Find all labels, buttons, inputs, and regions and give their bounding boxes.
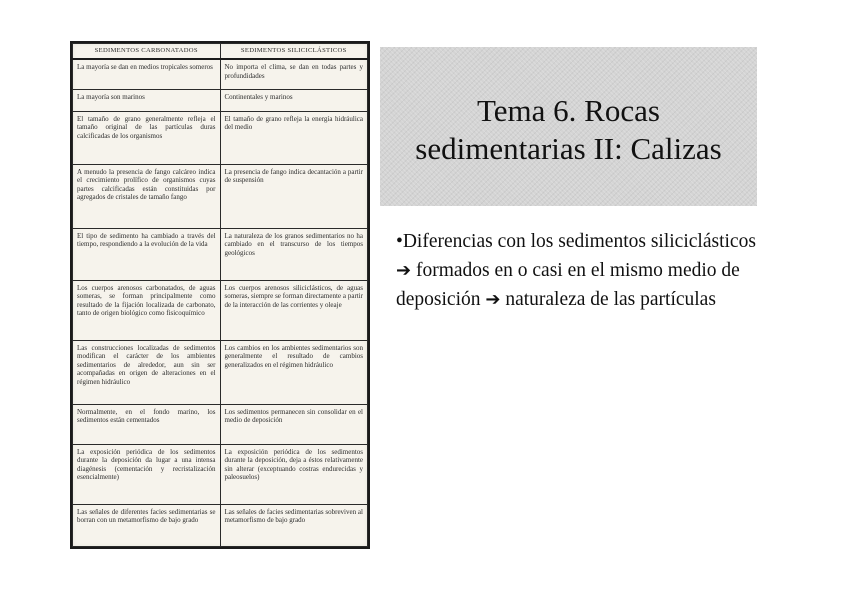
table-row (73, 444, 368, 504)
table-row (73, 89, 368, 111)
table-cell: A menudo la presencia de fango calcáreo indica el crecimiento prolífico de organismos cuyas partes calcificadas están constituidas por agregados de cristales de tamaño fango (73, 164, 221, 228)
table-row (73, 404, 368, 444)
bullet-marker: • (396, 231, 403, 252)
table-row (73, 228, 368, 280)
table-row (73, 340, 368, 404)
table-cell: Los cuerpos arenosos carbonatados, de aguas someras, se forman principalmente como resultado de la fijación localizada de carbonato, tanto de origen biológico como fisicoquímico (73, 280, 221, 340)
title-line-1: Tema 6. Rocas (477, 92, 660, 128)
table-cell: La mayoría se dan en medios tropicales someros (73, 59, 221, 89)
table-row (73, 59, 368, 89)
table-cell: Los cambios en los ambientes sedimentarios son generalmente el resultado de cambios generalizados en el régimen hidráulico (220, 340, 368, 404)
header-carbonatados: SEDIMENTOS CARBONATADOS (73, 44, 221, 60)
table-cell: Normalmente, en el fondo marino, los sedimentos están cementados (73, 404, 221, 444)
table-header-row (73, 44, 368, 60)
comparison-table (72, 43, 368, 547)
right-arrow-icon: ➔ (396, 260, 412, 281)
table-cell: Las construcciones localizadas de sedimentos modifican el carácter de los ambientes sedimentarios de alrededor, aun sin ser acompañadas en origen de alteraciones en el régimen hidráulico (73, 340, 221, 404)
table-cell: Las señales de facies sedimentarias sobreviven al metamorfismo de bajo grado (220, 504, 368, 547)
table-cell: No importa el clima, se dan en todas partes y profundidades (220, 59, 368, 89)
bullet-part-1: Diferencias con los sedimentos siliciclásticos (402, 231, 756, 252)
table-row (73, 111, 368, 164)
right-arrow-icon: ➔ (485, 289, 501, 310)
table-cell: La mayoría son marinos (73, 89, 221, 111)
table-cell: Los sedimentos permanecen sin consolidar en el medio de deposición (220, 404, 368, 444)
table-cell: La exposición periódica de los sedimentos durante la deposición da lugar a una intensa diagénesis (cementación y recristalización esencialmente) (73, 444, 221, 504)
table-cell: La naturaleza de los granos sedimentarios no ha cambiado en el transcurso de los tiempos geológicos (220, 228, 368, 280)
table-cell: Las señales de diferentes facies sedimentarias se borran con un metamorfismo de bajo grado (73, 504, 221, 547)
slide-title (415, 92, 721, 168)
title-box (380, 47, 757, 206)
table-cell: El tipo de sedimento ha cambiado a través del tiempo, respondiendo a la evolución de la vida (73, 228, 221, 280)
table-row (73, 504, 368, 547)
table-row (73, 280, 368, 340)
table-cell: El tamaño de grano refleja la energía hidráulica del medio (220, 111, 368, 164)
title-line-2: sedimentarias II: Calizas (415, 130, 722, 166)
header-siliciclasticos: SEDIMENTOS SILICICLÁSTICOS (220, 44, 368, 60)
table-row (73, 164, 368, 228)
bullet-part-3: naturaleza de las partículas (500, 289, 716, 310)
table-cell: La presencia de fango indica decantación a partir de suspensión (220, 164, 368, 228)
table-cell: Continentales y marinos (220, 89, 368, 111)
table-cell: Los cuerpos arenosos siliciclásticos, de aguas someras, siempre se forman directamente a partir de la interacción de las corrientes y oleaje (220, 280, 368, 340)
table-cell: La exposición periódica de los sedimentos durante la deposición, deja a éstos relativamente sin alterar (exceptuando costras endurecidas y paleosuelos) (220, 444, 368, 504)
bullet-part-2: formados en o casi en el mismo medio de deposición (396, 260, 740, 310)
scanned-comparison-table (70, 41, 370, 549)
bullet-text (396, 227, 766, 314)
table-cell: El tamaño de grano generalmente refleja el tamaño original de las partículas duras calcificadas de los organismos (73, 111, 221, 164)
